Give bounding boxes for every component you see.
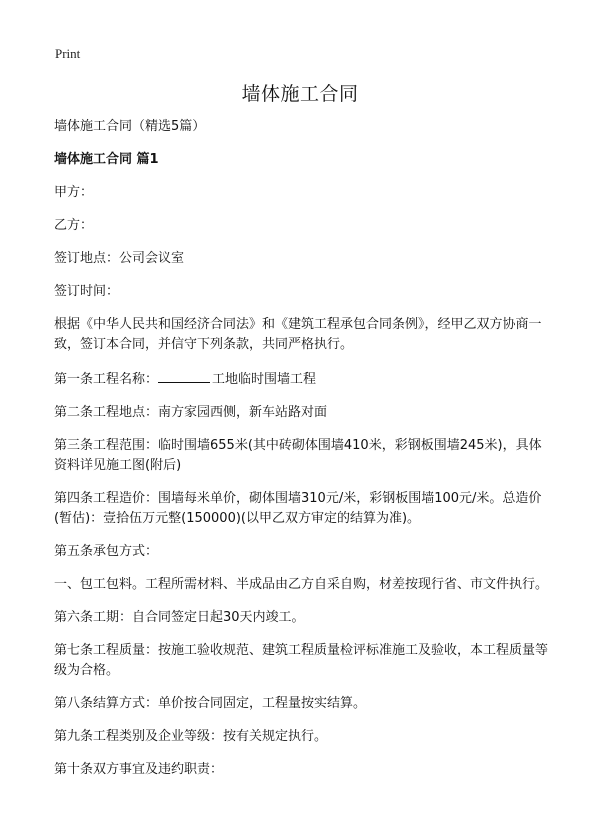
clause-10-liability: 第十条双方事宜及违约职责： (54, 762, 224, 777)
clause-3-scope: 第三条工程范围：临时围墙655米(其中砖砌体围墙410米，彩钢板围墙245米)，具体资料详见施工图(附后) (54, 438, 542, 473)
signing-location: 签订地点：公司会议室 (54, 251, 185, 266)
document-title: 墙体施工合同 (241, 83, 359, 105)
document-body (54, 117, 554, 793)
document-subtitle: 墙体施工合同（精选5篇） (54, 119, 206, 134)
clause-7-quality: 第七条工程质量：按施工验收规范、建筑工程质量检评标准施工及验收，本工程质量等级为合格。 (54, 643, 549, 678)
clause-8-settlement: 第八条结算方式：单价按合同固定，工程量按实结算。 (54, 696, 367, 711)
clause-6-duration: 第六条工期：自合同签定日起30天内竣工。 (54, 610, 305, 625)
party-a-line: 甲方： (54, 185, 94, 200)
clause-1-prefix: 第一条工程名称： (54, 372, 159, 387)
clause-1-project-name (54, 368, 554, 390)
clause-5-contract-method: 第五条承包方式： (54, 544, 159, 559)
clause-9-category: 第九条工程类别及企业等级：按有关规定执行。 (54, 729, 328, 744)
section-heading: 墙体施工合同 篇1 (54, 152, 159, 167)
clause-4-cost: 第四条工程造价：围墙每米单价，砌体围墙310元/米，彩钢板围墙100元/米。总造价(暂估)：壹拾伍万元整(150000)(以甲乙双方审定的结算为准)。 (54, 491, 542, 526)
contract-preamble: 根据《中华人民共和国经济合同法》和《建筑工程承包合同条例》，经甲乙双方协商一致，签订本合同，并信守下列条款，共同严格执行。 (54, 317, 542, 352)
print-link[interactable]: Print (55, 46, 81, 61)
party-b-line: 乙方： (54, 218, 94, 233)
clause-1-suffix: 工地临时围墙工程 (212, 372, 317, 387)
clause-2-location: 第二条工程地点：南方家园西侧，新车站路对面 (54, 405, 328, 420)
signing-time: 签订时间： (54, 284, 120, 299)
clause-5-item-1: 一、包工包料。工程所需材料、半成品由乙方自采自购，材差按现行省、市文件执行。 (54, 577, 549, 592)
blank-underline (158, 368, 210, 383)
